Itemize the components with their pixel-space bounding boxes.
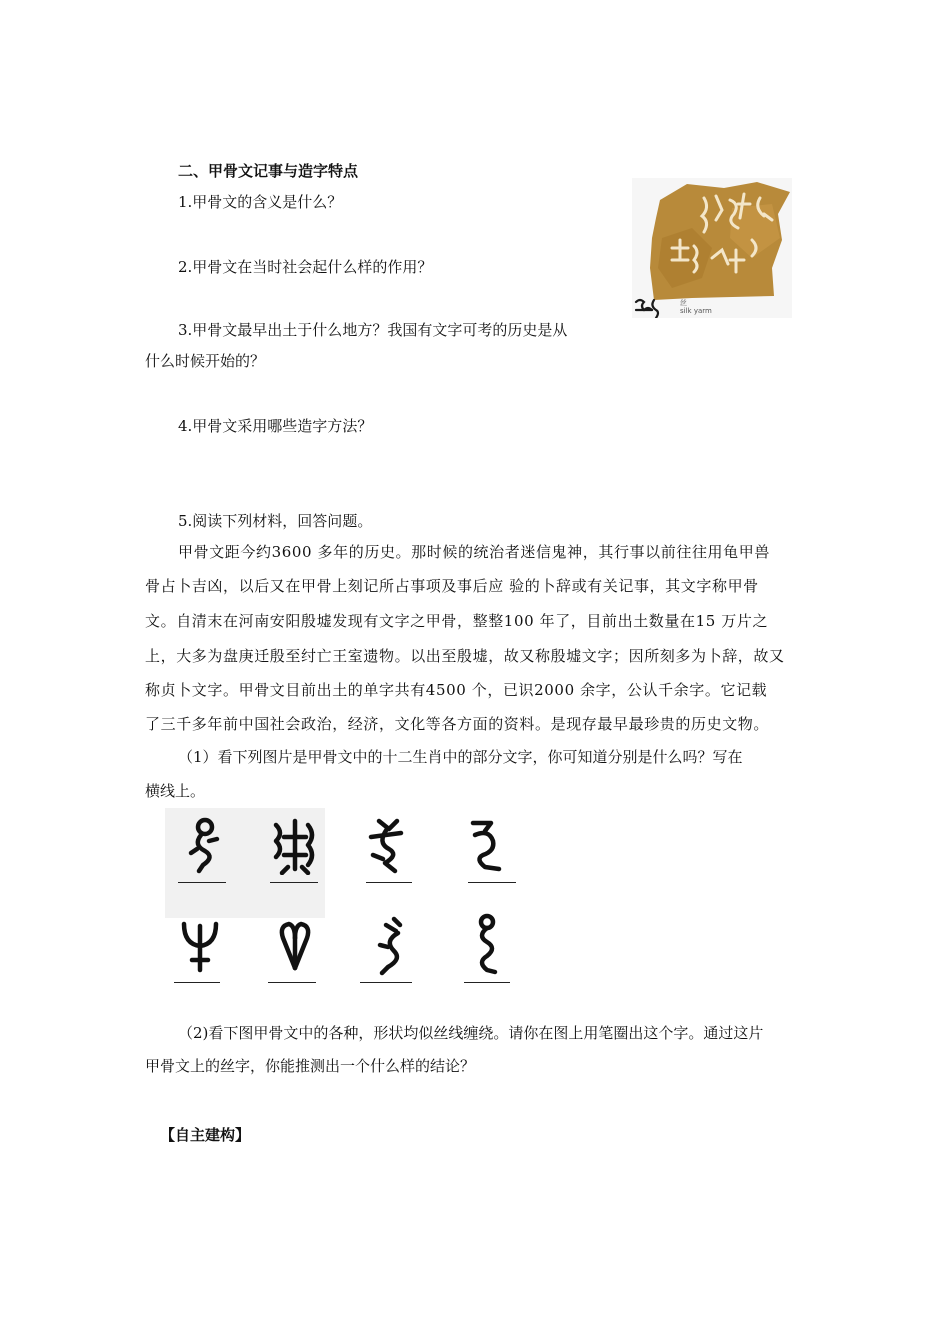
answer-blank-2[interactable]: [270, 882, 318, 883]
question-3-line1: 3.甲骨文最早出土于什么地方？我国有文字可考的历史是从: [178, 321, 568, 339]
answer-blank-3[interactable]: [366, 882, 412, 883]
passage-line-3: 文。自清末在河南安阳殷墟发现有文字之甲骨，整整100 年了，目前出土数量在15 万片之: [145, 612, 769, 630]
zodiac-glyph-7: [368, 915, 413, 981]
answer-blank-8[interactable]: [464, 982, 510, 983]
answer-blank-4[interactable]: [468, 882, 516, 883]
photo-caption-cn: 丝: [680, 299, 687, 307]
zodiac-glyph-6: [273, 918, 318, 982]
answer-blank-6[interactable]: [268, 982, 316, 983]
sub-question-2-line1: （2)看下图甲骨文中的各种，形状均似丝线缠绕。请你在图上用笔圈出这个字。通过这片: [178, 1024, 764, 1042]
question-3-line2: 什么时候开始的？: [145, 352, 266, 370]
passage-line-4: 上，大多为盘庚迁殷至纣亡王室遗物。以出至殷墟，故又称殷墟文字；因所刻多为卜辞，故又: [145, 647, 785, 665]
zodiac-glyph-5: [178, 918, 223, 982]
passage-line-6: 了三千多年前中国社会政治，经济，文化等各方面的资料。是现存最早最珍贵的历史文物。: [145, 715, 770, 733]
zodiac-glyph-8: [465, 912, 510, 982]
question-1: 1.甲骨文的含义是什么？: [178, 193, 343, 211]
sub-question-1-line2: 横线上。: [145, 782, 206, 800]
zodiac-glyph-1: [185, 815, 225, 879]
question-2: 2.甲骨文在当时社会起什么样的作用？: [178, 258, 433, 276]
answer-blank-1[interactable]: [178, 882, 226, 883]
photo-caption-en: silk yarm: [680, 307, 712, 315]
zodiac-glyph-2: [270, 815, 320, 879]
sub-question-2-line2: 甲骨文上的丝字，你能推测出一个什么样的结论？: [145, 1057, 476, 1075]
section-title: 二、甲骨文记事与造字特点: [178, 162, 359, 180]
passage-line-2: 骨占卜吉凶，以后又在甲骨上刻记所占事项及事后应 验的卜辞或有关记事，其文字称甲骨: [145, 577, 759, 595]
passage-line-1: 甲骨文距今约3600 多年的历史。那时候的统治者迷信鬼神，其行事以前往往用龟甲兽: [178, 543, 770, 561]
zodiac-glyph-4: [465, 815, 510, 879]
answer-blank-7[interactable]: [360, 982, 412, 983]
answer-blank-5[interactable]: [174, 982, 220, 983]
zodiac-glyph-3: [365, 815, 410, 879]
question-4: 4.甲骨文采用哪些造字方法？: [178, 417, 373, 435]
question-5: 5.阅读下列材料，回答问题。: [178, 512, 373, 530]
sub-question-1-line1: （1）看下列图片是甲骨文中的十二生肖中的部分文字，你可知道分别是什么吗？写在: [178, 748, 743, 766]
oracle-bone-photo: [632, 178, 792, 318]
self-construction-heading: 【自主建构】: [160, 1126, 251, 1144]
passage-line-5: 称贞卜文字。甲骨文目前出土的单字共有4500 个，已识2000 余字，公认千余字。它记载: [145, 681, 768, 699]
